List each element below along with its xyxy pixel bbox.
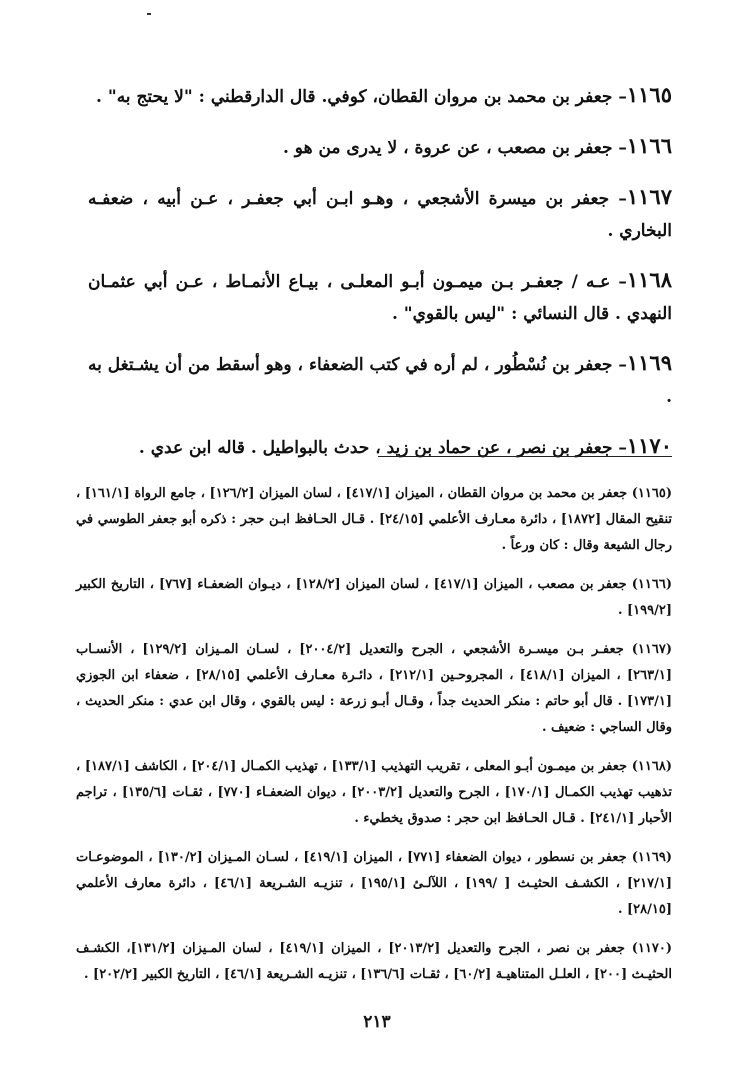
entry-1169 bbox=[88, 347, 672, 413]
entry-text: – جعفر بن نصر ، عن حماد بن زيد ، حدث بالبواطيل . قاله ابن عدي . bbox=[138, 438, 627, 458]
footnote-1165: (١١٦٥) جعفر بن محمد بن مروان القطان ، الميزان [٤١٧/١] ، لسان الميزان [١٢٦/٢] ، جامع الرواة [١٦١/١] ، تنقيح المقال [١٨٧٢] ، دائرة معـارف الأعلمي [٢٤/١٥] . قـال الحـافظ ابـن حجر : ذكره أبو جعفر الطوسي في رجال الشيعة وقال : كان ورعاً . bbox=[76, 486, 673, 553]
footnote-1166: (١١٦٦) جعفر بن مصعب ، الميزان [٤١٧/١] ، لسان الميزان [١٢٨/٢] ، ديـوان الضعفـاء [٧٦٧] ، التاريخ الكبير [١٩٩/٢] . bbox=[76, 577, 672, 618]
entry-number: ١١٧٠ bbox=[626, 433, 672, 458]
entries-list bbox=[88, 62, 672, 474]
entry-text: – جعفر بن ميسرة الأشجعي ، وهـو ابـن أبي جعفـر ، عـن أبيه ، ضعفـه البخاري . bbox=[88, 189, 672, 241]
entry-number: ١١٦٦ bbox=[626, 133, 672, 158]
footnote-1169: (١١٦٩) جعفر بن نسطور ، ديوان الضعفاء [٧٧١] ، الميزان [٤١٩/١] ، لسـان المـيزان [١٣٠/٢] ، الموضوعـات [٢١٧/١] ، الكشـف الحثيـث [ /١٩٩] ، اللآلـئ [١٩٥/١] ، تنزيـه الشـريعة [٤٦/١] ، دائرة معارف الأعلمي [٢٨/١٥] . bbox=[76, 850, 673, 917]
entry-number: ١١٦٨ bbox=[626, 267, 672, 292]
entry-1167 bbox=[88, 181, 672, 247]
entry-number: ١١٦٩ bbox=[626, 350, 672, 375]
footnotes bbox=[76, 468, 672, 988]
entry-1168 bbox=[88, 264, 672, 330]
footnote-1168: (١١٦٨) جعفر بن ميمـون أبـو المعلى ، تقريب التهذيب [١٣٣/١] ، تهذيب الكمـال [٢٠٤/١] ، الكاشف [١٨٧/١] ، تذهيب تهذيب الكمـال [١٧٠/١] ، الجرح والتعديل [٢٠٠٣/٢] ، ديوان الضعفـاء [٧٧٠] ، ثقـات [١٣٥/٦] ، تراجم الأحبار [٢٤١/١] . قـال الحـافظ ابن حجر : صدوق يخطيء . bbox=[76, 759, 672, 826]
entry-number: ١١٦٧ bbox=[626, 184, 672, 209]
footnote-separator bbox=[378, 456, 672, 457]
scan-speck bbox=[147, 13, 151, 15]
entry-1170 bbox=[88, 430, 672, 464]
page-number: ٢١٣ bbox=[363, 1012, 391, 1032]
entry-text: – جعفر بن مصعب ، عن عروة ، لا يدرى من هو . bbox=[282, 138, 627, 158]
entry-text: – عـه / جعفـر بـن ميمـون أبـو المعلـى ، بيـاع الأنمـاط ، عـن أبي عثمـان النهدي . قال النسائي : "ليس بالقوي" . bbox=[88, 272, 672, 324]
entry-1166 bbox=[88, 130, 672, 164]
entry-1165 bbox=[88, 79, 672, 113]
footnote-1170: (١١٧٠) جعفر بن نصر ، الجرح والتعديل [٢٠١٣/٢] ، الميزان [٤١٩/١] ، لسان المـيزان [١٣١/٢]، الكشـف الحثيـث [٢٠٠] ، العلـل المتناهيـة [٦٠/٢] ، ثقـات [١٣٦/٦] ، تنزيـه الشـريعة [٤٦/١] ، التاريخ الكبير [٢٠٢/٢] . bbox=[76, 941, 672, 982]
entry-text: – جعفر بن نُسْطُور ، لم أره في كتب الضعفاء ، وهو أسقط من أن يشـتغل به . bbox=[88, 355, 672, 407]
entry-text: – جعفر بن محمد بن مروان القطان، كوفي. قال الدارقطني : "لا يحتج به" . bbox=[96, 87, 627, 107]
footnote-1167: (١١٦٧) جعفـر بـن ميسـرة الأشجعي ، الجرح والتعديل [٢٠٠٤/٢] ، لسـان المـيزان [١٢٩/٢] ، الأنسـاب [٢٦٣/١] ، الميزان [٤١٨/١] ، المجروحـين [٢١٢/١] ، دائـرة معـارف الأعلمي [٢٨/١٥] ، ضعفاء ابن الجوزي [١٧٣/١] . قال أبو حاتم : منكر الحديث جداً ، وقـال أبـو زرعة : ليس بالقوي ، وقال ابن عدي : منكر الحديث ، وقال الساجي : ضعيف . bbox=[76, 642, 673, 735]
entry-number: ١١٦٥ bbox=[626, 82, 672, 107]
